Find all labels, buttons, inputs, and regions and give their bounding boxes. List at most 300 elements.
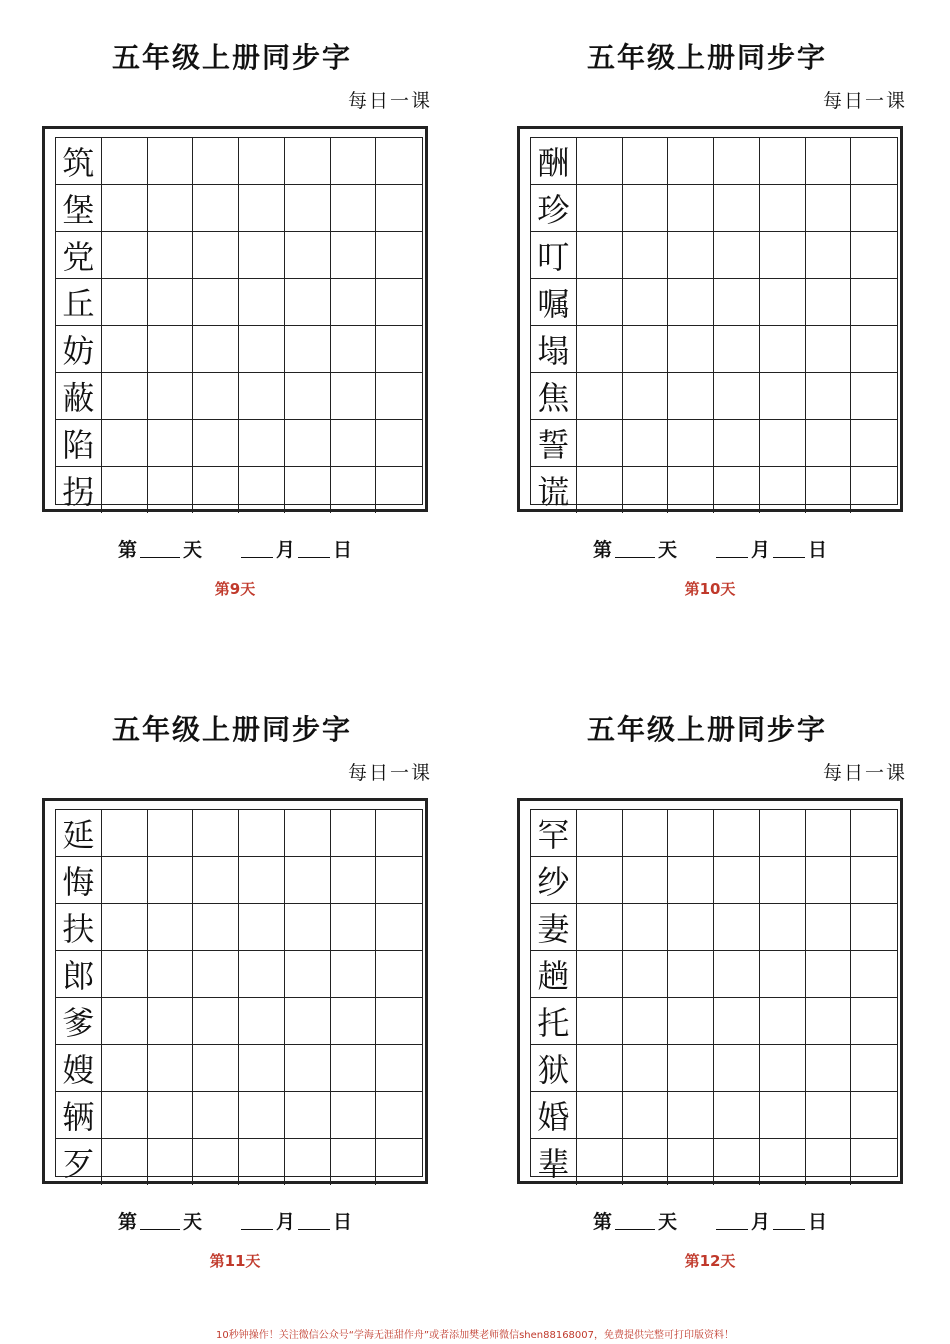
- practice-cell[interactable]: [331, 1092, 377, 1139]
- practice-cell[interactable]: [376, 951, 422, 998]
- practice-cell[interactable]: [623, 138, 669, 185]
- practice-cell[interactable]: [102, 904, 148, 951]
- practice-cell[interactable]: [714, 373, 760, 420]
- date-fill-line: [118, 532, 378, 562]
- practice-cell[interactable]: [285, 420, 331, 467]
- date-prefix: 第: [118, 539, 138, 561]
- practice-cell[interactable]: [285, 1139, 331, 1185]
- model-character: 珍: [531, 185, 577, 232]
- practice-cell[interactable]: [577, 373, 623, 420]
- practice-cell[interactable]: [714, 998, 760, 1045]
- practice-cell[interactable]: [577, 279, 623, 326]
- model-character: 辆: [56, 1092, 102, 1139]
- practice-cell[interactable]: [148, 1092, 194, 1139]
- model-character: 爹: [56, 998, 102, 1045]
- practice-cell[interactable]: [577, 138, 623, 185]
- model-character: 歹: [56, 1139, 102, 1185]
- practice-cell[interactable]: [623, 1092, 669, 1139]
- practice-cell[interactable]: [193, 138, 239, 185]
- date-fill-line: [593, 532, 853, 562]
- model-character: 妻: [531, 904, 577, 951]
- day-label: 第10天: [684, 580, 736, 598]
- model-character: 辈: [531, 1139, 577, 1185]
- practice-cell[interactable]: [331, 810, 377, 857]
- practice-cell[interactable]: [102, 326, 148, 373]
- model-character: 拐: [56, 467, 102, 513]
- practice-cell[interactable]: [668, 1092, 714, 1139]
- date-day-word: 天: [183, 539, 203, 561]
- model-character: 妨: [56, 326, 102, 373]
- practice-cell[interactable]: [285, 185, 331, 232]
- practice-cell[interactable]: [623, 810, 669, 857]
- model-character: 谎: [531, 467, 577, 513]
- sheet-title: 五年级上册同步字: [586, 41, 827, 74]
- practice-cell[interactable]: [148, 998, 194, 1045]
- practice-cell[interactable]: [851, 810, 897, 857]
- practice-cell[interactable]: [577, 420, 623, 467]
- model-character: 叮: [531, 232, 577, 279]
- practice-cell[interactable]: [102, 810, 148, 857]
- practice-cell[interactable]: [760, 857, 806, 904]
- practice-cell[interactable]: [851, 232, 897, 279]
- date-blank[interactable]: [773, 556, 805, 558]
- practice-cell[interactable]: [193, 373, 239, 420]
- sheet-subtitle: 每日一课: [347, 762, 432, 784]
- date-month-word: 月: [751, 539, 771, 561]
- model-character: 狱: [531, 1045, 577, 1092]
- model-character: 筑: [56, 138, 102, 185]
- month-blank[interactable]: [241, 556, 273, 558]
- practice-cell[interactable]: [285, 904, 331, 951]
- month-blank[interactable]: [716, 556, 748, 558]
- practice-cell[interactable]: [285, 1092, 331, 1139]
- practice-cell[interactable]: [668, 185, 714, 232]
- practice-cell[interactable]: [102, 951, 148, 998]
- practice-cell[interactable]: [668, 810, 714, 857]
- model-character: 悔: [56, 857, 102, 904]
- practice-cell[interactable]: [239, 138, 285, 185]
- practice-cell[interactable]: [851, 904, 897, 951]
- month-blank[interactable]: [241, 1228, 273, 1230]
- practice-cell[interactable]: [806, 232, 852, 279]
- practice-cell[interactable]: [331, 185, 377, 232]
- practice-cell[interactable]: [760, 998, 806, 1045]
- practice-cell[interactable]: [714, 1045, 760, 1092]
- practice-cell[interactable]: [714, 467, 760, 513]
- practice-cell[interactable]: [714, 279, 760, 326]
- practice-cell[interactable]: [760, 326, 806, 373]
- practice-cell[interactable]: [285, 810, 331, 857]
- practice-cell[interactable]: [148, 1139, 194, 1185]
- practice-cell[interactable]: [376, 904, 422, 951]
- practice-cell[interactable]: [148, 279, 194, 326]
- practice-cell[interactable]: [193, 279, 239, 326]
- practice-cell[interactable]: [577, 857, 623, 904]
- practice-cell[interactable]: [851, 185, 897, 232]
- practice-grid: [530, 137, 898, 511]
- practice-cell[interactable]: [760, 185, 806, 232]
- practice-cell[interactable]: [239, 857, 285, 904]
- practice-cell[interactable]: [806, 138, 852, 185]
- practice-cell[interactable]: [376, 185, 422, 232]
- practice-cell[interactable]: [668, 467, 714, 513]
- practice-cell[interactable]: [623, 420, 669, 467]
- model-character: 托: [531, 998, 577, 1045]
- practice-cell[interactable]: [102, 279, 148, 326]
- practice-cell[interactable]: [623, 185, 669, 232]
- practice-cell[interactable]: [285, 373, 331, 420]
- practice-cell[interactable]: [285, 138, 331, 185]
- practice-cell[interactable]: [148, 420, 194, 467]
- practice-cell[interactable]: [102, 1139, 148, 1185]
- practice-cell[interactable]: [376, 1045, 422, 1092]
- practice-cell[interactable]: [577, 467, 623, 513]
- sheet-title: 五年级上册同步字: [111, 713, 352, 746]
- practice-cell[interactable]: [148, 904, 194, 951]
- practice-cell[interactable]: [714, 857, 760, 904]
- practice-cell[interactable]: [239, 420, 285, 467]
- practice-cell[interactable]: [714, 904, 760, 951]
- date-month-word: 月: [751, 1211, 771, 1233]
- practice-cell[interactable]: [102, 185, 148, 232]
- sheet-subtitle: 每日一课: [822, 762, 907, 784]
- practice-cell[interactable]: [285, 467, 331, 513]
- practice-cell[interactable]: [851, 279, 897, 326]
- practice-cell[interactable]: [239, 1092, 285, 1139]
- practice-cell[interactable]: [376, 1139, 422, 1185]
- practice-cell[interactable]: [760, 1139, 806, 1185]
- practice-cell[interactable]: [577, 326, 623, 373]
- practice-cell[interactable]: [239, 1139, 285, 1185]
- practice-cell[interactable]: [577, 951, 623, 998]
- practice-grid-frame: [42, 798, 428, 1184]
- model-character: 堡: [56, 185, 102, 232]
- practice-cell[interactable]: [577, 810, 623, 857]
- practice-cell[interactable]: [285, 279, 331, 326]
- practice-cell[interactable]: [623, 904, 669, 951]
- practice-cell[interactable]: [577, 185, 623, 232]
- practice-cell[interactable]: [714, 951, 760, 998]
- practice-cell[interactable]: [760, 279, 806, 326]
- practice-cell[interactable]: [668, 420, 714, 467]
- practice-cell[interactable]: [239, 951, 285, 998]
- practice-grid: [55, 809, 423, 1183]
- date-blank[interactable]: [773, 1228, 805, 1230]
- practice-cell[interactable]: [760, 232, 806, 279]
- practice-grid-frame: [517, 798, 903, 1184]
- practice-cell[interactable]: [193, 420, 239, 467]
- sheet-title: 五年级上册同步字: [586, 713, 827, 746]
- practice-cell[interactable]: [714, 326, 760, 373]
- practice-cell[interactable]: [148, 810, 194, 857]
- practice-cell[interactable]: [193, 232, 239, 279]
- model-character: 郎: [56, 951, 102, 998]
- practice-cell[interactable]: [193, 1092, 239, 1139]
- practice-cell[interactable]: [851, 326, 897, 373]
- date-day-word: 天: [183, 1211, 203, 1233]
- practice-cell[interactable]: [760, 1092, 806, 1139]
- practice-grid-frame: [42, 126, 428, 512]
- practice-cell[interactable]: [148, 232, 194, 279]
- practice-cell[interactable]: [806, 1092, 852, 1139]
- practice-cell[interactable]: [714, 232, 760, 279]
- practice-cell[interactable]: [851, 857, 897, 904]
- practice-cell[interactable]: [331, 904, 377, 951]
- model-character: 蔽: [56, 373, 102, 420]
- practice-cell[interactable]: [331, 1139, 377, 1185]
- practice-cell[interactable]: [623, 326, 669, 373]
- practice-cell[interactable]: [148, 951, 194, 998]
- practice-cell[interactable]: [851, 1139, 897, 1185]
- practice-cell[interactable]: [148, 326, 194, 373]
- practice-cell[interactable]: [331, 1045, 377, 1092]
- practice-cell[interactable]: [239, 810, 285, 857]
- practice-cell[interactable]: [193, 185, 239, 232]
- practice-cell[interactable]: [239, 373, 285, 420]
- model-character: 塌: [531, 326, 577, 373]
- practice-cell[interactable]: [806, 810, 852, 857]
- practice-cell[interactable]: [577, 232, 623, 279]
- practice-cell[interactable]: [285, 998, 331, 1045]
- practice-cell[interactable]: [623, 857, 669, 904]
- practice-cell[interactable]: [331, 326, 377, 373]
- practice-cell[interactable]: [193, 904, 239, 951]
- model-character: 丘: [56, 279, 102, 326]
- practice-cell[interactable]: [714, 185, 760, 232]
- practice-cell[interactable]: [331, 998, 377, 1045]
- practice-cell[interactable]: [376, 232, 422, 279]
- worksheet-day-12: [515, 672, 915, 1272]
- practice-cell[interactable]: [331, 467, 377, 513]
- practice-cell[interactable]: [806, 467, 852, 513]
- practice-cell[interactable]: [806, 857, 852, 904]
- practice-cell[interactable]: [148, 467, 194, 513]
- practice-cell[interactable]: [623, 279, 669, 326]
- practice-cell[interactable]: [193, 810, 239, 857]
- date-fill-line: [593, 1204, 853, 1234]
- sheet-title: 五年级上册同步字: [111, 41, 352, 74]
- practice-cell[interactable]: [714, 138, 760, 185]
- practice-cell[interactable]: [376, 467, 422, 513]
- model-character: 婚: [531, 1092, 577, 1139]
- practice-cell[interactable]: [668, 951, 714, 998]
- day-number-blank[interactable]: [615, 556, 655, 558]
- practice-cell[interactable]: [285, 951, 331, 998]
- practice-cell[interactable]: [668, 326, 714, 373]
- practice-cell[interactable]: [193, 951, 239, 998]
- practice-cell[interactable]: [376, 279, 422, 326]
- practice-cell[interactable]: [102, 420, 148, 467]
- worksheet-day-10: [515, 0, 915, 600]
- practice-cell[interactable]: [331, 279, 377, 326]
- model-character: 酬: [531, 138, 577, 185]
- practice-cell[interactable]: [577, 1045, 623, 1092]
- practice-cell[interactable]: [668, 373, 714, 420]
- sheet-subtitle: 每日一课: [822, 90, 907, 112]
- practice-cell[interactable]: [376, 420, 422, 467]
- practice-cell[interactable]: [285, 326, 331, 373]
- practice-cell[interactable]: [806, 326, 852, 373]
- practice-cell[interactable]: [102, 1092, 148, 1139]
- practice-cell[interactable]: [239, 1045, 285, 1092]
- practice-cell[interactable]: [806, 998, 852, 1045]
- practice-cell[interactable]: [376, 1092, 422, 1139]
- practice-cell[interactable]: [668, 857, 714, 904]
- practice-cell[interactable]: [623, 373, 669, 420]
- month-blank[interactable]: [716, 1228, 748, 1230]
- practice-cell[interactable]: [577, 904, 623, 951]
- practice-cell[interactable]: [851, 420, 897, 467]
- practice-grid: [530, 809, 898, 1183]
- practice-grid: [55, 137, 423, 511]
- practice-cell[interactable]: [331, 373, 377, 420]
- model-character: 扶: [56, 904, 102, 951]
- practice-cell[interactable]: [668, 1139, 714, 1185]
- footer-notice: 10秒钟操作！关注微信公众号“学海无涯甜作舟”或者添加樊老师微信shen88168007，免费提供完整可打印版资料！: [215, 1330, 735, 1341]
- practice-cell[interactable]: [668, 138, 714, 185]
- practice-cell[interactable]: [806, 1045, 852, 1092]
- practice-cell[interactable]: [623, 232, 669, 279]
- date-date-word: 日: [808, 539, 828, 561]
- practice-cell[interactable]: [668, 904, 714, 951]
- practice-cell[interactable]: [285, 232, 331, 279]
- practice-cell[interactable]: [623, 951, 669, 998]
- practice-cell[interactable]: [577, 998, 623, 1045]
- date-blank[interactable]: [298, 556, 330, 558]
- practice-cell[interactable]: [806, 420, 852, 467]
- practice-cell[interactable]: [376, 373, 422, 420]
- practice-cell[interactable]: [376, 998, 422, 1045]
- practice-cell[interactable]: [239, 279, 285, 326]
- practice-cell[interactable]: [623, 998, 669, 1045]
- practice-cell[interactable]: [760, 467, 806, 513]
- practice-cell[interactable]: [760, 951, 806, 998]
- practice-cell[interactable]: [806, 904, 852, 951]
- practice-cell[interactable]: [148, 857, 194, 904]
- practice-cell[interactable]: [851, 951, 897, 998]
- sheet-subtitle: 每日一课: [347, 90, 432, 112]
- model-character: 罕: [531, 810, 577, 857]
- date-prefix: 第: [593, 1211, 613, 1233]
- practice-cell[interactable]: [331, 951, 377, 998]
- model-character: 嫂: [56, 1045, 102, 1092]
- day-label: 第9天: [214, 580, 256, 598]
- practice-cell[interactable]: [760, 810, 806, 857]
- practice-cell[interactable]: [851, 373, 897, 420]
- practice-cell[interactable]: [285, 1045, 331, 1092]
- practice-cell[interactable]: [668, 232, 714, 279]
- practice-cell[interactable]: [760, 904, 806, 951]
- practice-cell[interactable]: [851, 138, 897, 185]
- practice-cell[interactable]: [102, 373, 148, 420]
- practice-cell[interactable]: [239, 232, 285, 279]
- practice-cell[interactable]: [623, 1139, 669, 1185]
- practice-cell[interactable]: [331, 232, 377, 279]
- practice-cell[interactable]: [239, 185, 285, 232]
- worksheet-day-9: [40, 0, 440, 600]
- practice-grid-frame: [517, 126, 903, 512]
- practice-cell[interactable]: [376, 810, 422, 857]
- practice-cell[interactable]: [193, 467, 239, 513]
- day-number-blank[interactable]: [615, 1228, 655, 1230]
- model-character: 纱: [531, 857, 577, 904]
- practice-cell[interactable]: [102, 138, 148, 185]
- practice-cell[interactable]: [623, 1045, 669, 1092]
- practice-cell[interactable]: [239, 467, 285, 513]
- practice-cell[interactable]: [376, 857, 422, 904]
- practice-cell[interactable]: [760, 373, 806, 420]
- practice-cell[interactable]: [331, 857, 377, 904]
- practice-cell[interactable]: [668, 1045, 714, 1092]
- model-character: 党: [56, 232, 102, 279]
- practice-cell[interactable]: [148, 373, 194, 420]
- practice-cell[interactable]: [668, 279, 714, 326]
- practice-cell[interactable]: [806, 951, 852, 998]
- practice-cell[interactable]: [102, 857, 148, 904]
- practice-cell[interactable]: [239, 998, 285, 1045]
- practice-cell[interactable]: [851, 467, 897, 513]
- practice-cell[interactable]: [760, 1045, 806, 1092]
- practice-cell[interactable]: [331, 420, 377, 467]
- practice-cell[interactable]: [714, 810, 760, 857]
- practice-cell[interactable]: [577, 1139, 623, 1185]
- practice-cell[interactable]: [193, 857, 239, 904]
- model-character: 焦: [531, 373, 577, 420]
- practice-cell[interactable]: [239, 904, 285, 951]
- date-day-word: 天: [658, 1211, 678, 1233]
- practice-cell[interactable]: [806, 373, 852, 420]
- practice-cell[interactable]: [714, 1092, 760, 1139]
- date-prefix: 第: [593, 539, 613, 561]
- day-number-blank[interactable]: [140, 1228, 180, 1230]
- date-blank[interactable]: [298, 1228, 330, 1230]
- practice-cell[interactable]: [193, 326, 239, 373]
- practice-cell[interactable]: [714, 1139, 760, 1185]
- practice-cell[interactable]: [102, 467, 148, 513]
- practice-cell[interactable]: [102, 998, 148, 1045]
- practice-cell[interactable]: [851, 1045, 897, 1092]
- practice-cell[interactable]: [577, 1092, 623, 1139]
- day-number-blank[interactable]: [140, 556, 180, 558]
- practice-cell[interactable]: [760, 138, 806, 185]
- date-prefix: 第: [118, 1211, 138, 1233]
- practice-cell[interactable]: [193, 998, 239, 1045]
- practice-cell[interactable]: [806, 279, 852, 326]
- practice-cell[interactable]: [851, 998, 897, 1045]
- practice-cell[interactable]: [376, 326, 422, 373]
- practice-cell[interactable]: [193, 1045, 239, 1092]
- date-month-word: 月: [276, 539, 296, 561]
- practice-cell[interactable]: [102, 1045, 148, 1092]
- practice-cell[interactable]: [148, 138, 194, 185]
- practice-cell[interactable]: [239, 326, 285, 373]
- practice-cell[interactable]: [193, 1139, 239, 1185]
- practice-cell[interactable]: [760, 420, 806, 467]
- practice-cell[interactable]: [714, 420, 760, 467]
- practice-cell[interactable]: [851, 1092, 897, 1139]
- practice-cell[interactable]: [806, 185, 852, 232]
- practice-cell[interactable]: [148, 1045, 194, 1092]
- practice-cell[interactable]: [285, 857, 331, 904]
- practice-cell[interactable]: [102, 232, 148, 279]
- practice-cell[interactable]: [331, 138, 377, 185]
- practice-cell[interactable]: [148, 185, 194, 232]
- practice-cell[interactable]: [668, 998, 714, 1045]
- date-day-word: 天: [658, 539, 678, 561]
- practice-cell[interactable]: [806, 1139, 852, 1185]
- practice-cell[interactable]: [376, 138, 422, 185]
- practice-cell[interactable]: [623, 467, 669, 513]
